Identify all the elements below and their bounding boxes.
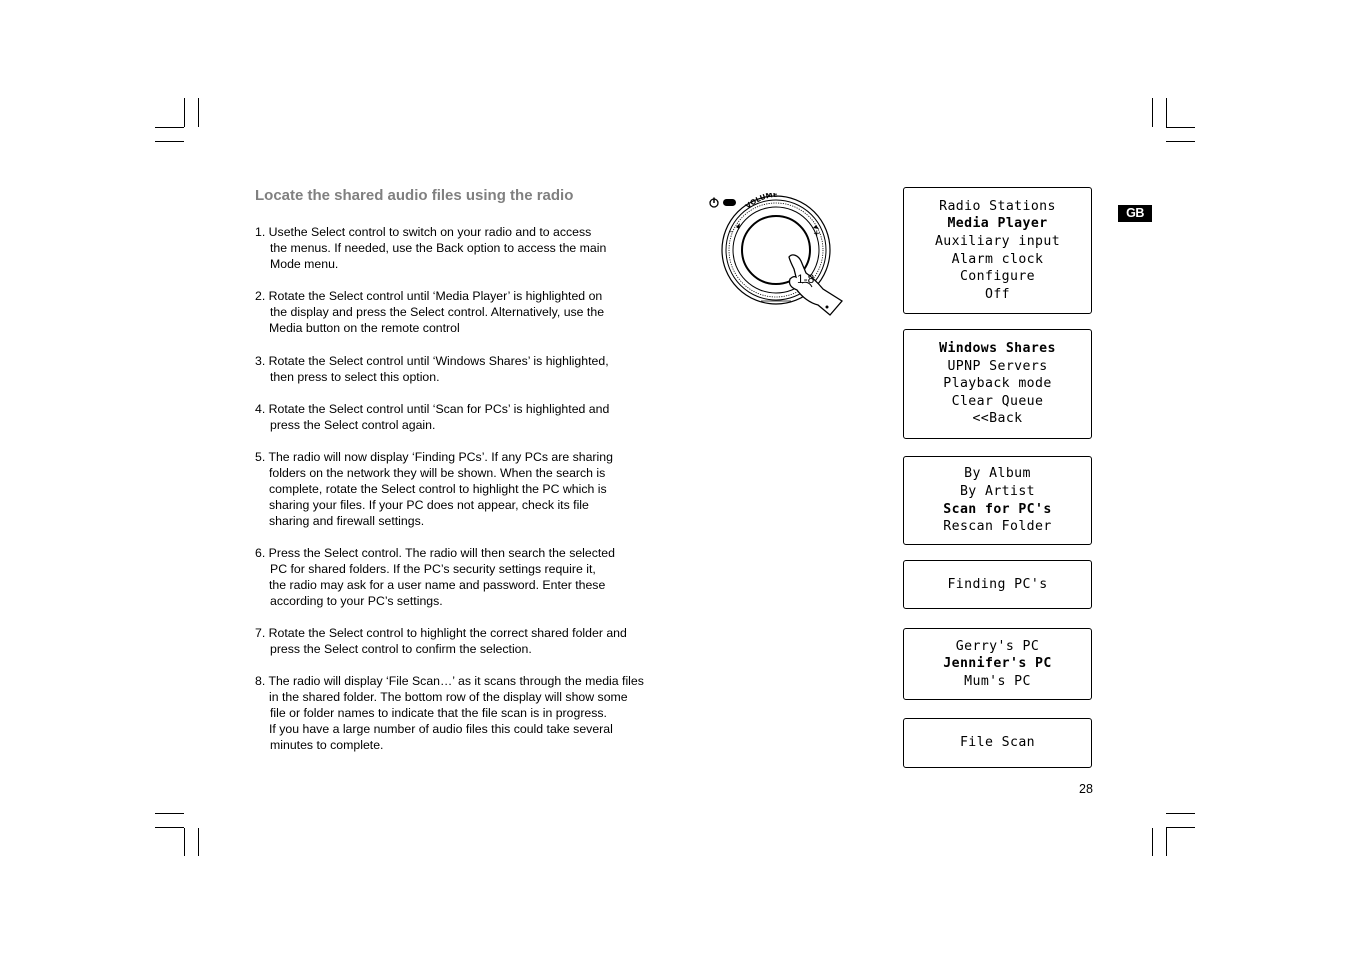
display-line: File Scan: [959, 735, 1036, 751]
step-line: the display and press the Select control. Alternatively, use the: [270, 305, 605, 320]
step-line: complete, rotate the Select control to highlight the PC which is: [269, 482, 607, 497]
step-line: minutes to complete.: [270, 738, 384, 753]
step-line: sharing your files. If your PC does not appear, check its file: [269, 498, 589, 513]
display-finding-pcs: [903, 560, 1092, 609]
display-line-selected: Jennifer's PC: [943, 656, 1052, 672]
step-line: 3. Rotate the Select control until ‘Windows Shares’ is highlighted,: [255, 354, 609, 368]
step-line: file or folder names to indicate that the file scan is in progress.: [270, 706, 607, 721]
svg-text:+: +: [813, 229, 821, 239]
step-line: 2. Rotate the Select control until ‘Media Player’ is highlighted on: [255, 289, 603, 303]
display-line: Configure: [959, 269, 1036, 285]
display-line: <<Back: [972, 411, 1023, 427]
step-line: 7. Rotate the Select control to highlight the correct shared folder and: [255, 626, 627, 640]
step-line: the menus. If needed, use the Back option to access the main: [270, 241, 607, 256]
step-4: [255, 401, 675, 433]
step-line: 6. Press the Select control. The radio will then search the selected: [255, 546, 615, 560]
step-8: [255, 673, 675, 753]
step-range-label: 1-8: [797, 272, 815, 286]
select-control-illustration: [706, 193, 846, 317]
step-line: the radio may ask for a user name and password. Enter these: [269, 578, 606, 593]
display-line: Alarm clock: [951, 251, 1044, 267]
svg-text:–: –: [729, 227, 734, 237]
language-badge: GB: [1118, 205, 1152, 222]
step-line: sharing and firewall settings.: [269, 514, 425, 529]
step-line: folders on the network they will be shown. When the search is: [269, 466, 606, 481]
step-line: If you have a large number of audio files this could take several: [269, 722, 613, 737]
display-line: Off: [984, 286, 1011, 302]
display-line: Playback mode: [943, 376, 1052, 392]
display-line: Finding PC's: [947, 576, 1048, 592]
display-windows-shares-menu: [903, 456, 1092, 545]
step-line: Mode menu.: [270, 257, 339, 272]
display-line-selected: Scan for PC's: [943, 501, 1052, 517]
display-line-selected: Windows Shares: [939, 341, 1056, 357]
mode-button-icon: [723, 199, 736, 206]
step-line: press the Select control again.: [270, 418, 436, 433]
step-line: PC for shared folders. If the PC’s security settings require it,: [270, 562, 596, 577]
step-2: [255, 288, 675, 336]
step-7: [255, 625, 675, 657]
step-line: in the shared folder. The bottom row of the display will show some: [269, 690, 628, 705]
display-line: Gerry's PC: [955, 638, 1040, 654]
step-line: 1. Usethe Select control to switch on your radio and to access: [255, 225, 592, 239]
display-line: By Album: [964, 466, 1031, 482]
display-line: By Artist: [959, 483, 1036, 499]
step-line: 4. Rotate the Select control until ‘Scan for PCs’ is highlighted and: [255, 402, 610, 416]
volume-label: VOLUME: [744, 193, 779, 211]
display-pc-list: [903, 628, 1092, 700]
display-line: Radio Stations: [939, 198, 1056, 214]
step-line: then press to select this option.: [270, 370, 440, 385]
display-line-selected: Media Player: [947, 216, 1048, 232]
step-5: [255, 449, 675, 529]
display-media-player-menu: [903, 329, 1092, 439]
page-number: 28: [1079, 782, 1093, 796]
step-line: press the Select control to confirm the selection.: [270, 642, 532, 657]
display-line: Clear Queue: [951, 393, 1044, 409]
step-3: [255, 353, 675, 385]
step-6: [255, 545, 675, 609]
step-1: [255, 224, 675, 272]
power-icon: [710, 198, 718, 208]
display-line: Auxiliary input: [934, 233, 1061, 249]
display-file-scan: [903, 718, 1092, 768]
section-title: Locate the shared audio files using the radio: [255, 187, 574, 204]
display-main-menu: [903, 187, 1092, 314]
step-line: 8. The radio will display ‘File Scan…’ as it scans through the media files: [255, 674, 644, 688]
step-line: according to your PC’s settings.: [270, 594, 443, 609]
display-line: Rescan Folder: [943, 519, 1052, 535]
step-line: 5. The radio will now display ‘Finding PCs’. If any PCs are sharing: [255, 450, 613, 464]
display-line: Mum's PC: [964, 673, 1031, 689]
step-line: Media button on the remote control: [269, 321, 460, 336]
display-line: UPNP Servers: [947, 358, 1048, 374]
